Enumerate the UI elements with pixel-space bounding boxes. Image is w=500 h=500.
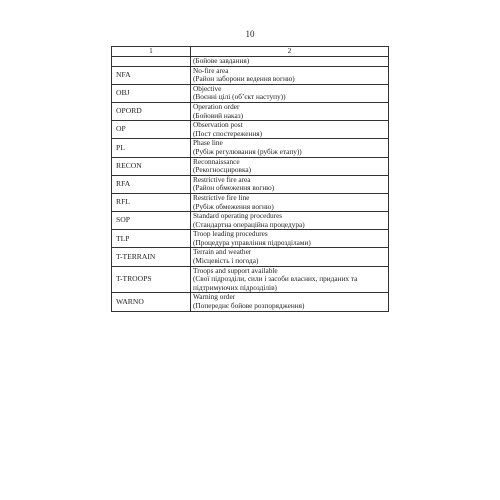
- definition-cell: [191, 121, 389, 139]
- definition-ukrainian: (Бойовий наказ): [193, 110, 244, 120]
- table-row: [112, 230, 389, 248]
- definition-ukrainian: (Район обмеження вогню): [193, 183, 275, 193]
- definition-cell: [191, 266, 389, 293]
- definition-cell: [191, 66, 389, 84]
- abbreviation-cell: PL: [112, 139, 191, 157]
- definition-ukrainian: (Попереднє бойове розпорядження): [193, 301, 305, 311]
- abbreviation-cell: [112, 57, 191, 67]
- abbreviation-cell: T-TERRAIN: [112, 248, 191, 266]
- definition-cell: [191, 248, 389, 266]
- table-row: [112, 266, 389, 293]
- table-row: [112, 175, 389, 193]
- definition-cell: [191, 230, 389, 248]
- definition-english: Warning order: [193, 292, 236, 302]
- definition-english: Restrictive fire line: [193, 192, 250, 202]
- definition-cell: [191, 293, 389, 311]
- definition-english: Troop leading procedures: [193, 229, 268, 239]
- definition-english: Phase line: [193, 138, 223, 148]
- abbreviation-cell: SOP: [112, 212, 191, 230]
- abbreviation-cell: TLP: [112, 230, 191, 248]
- table-row: [112, 248, 389, 266]
- definition-ukrainian: (Процедура управління підрозділами): [193, 237, 311, 247]
- definition-cell: [191, 212, 389, 230]
- definition-english: Operation order: [193, 101, 240, 111]
- definition-cell: [191, 139, 389, 157]
- definition-ukrainian: (Пост спостереження): [193, 128, 263, 138]
- abbreviation-cell: OPORD: [112, 102, 191, 120]
- table-body: [112, 57, 389, 312]
- abbreviation-cell: OBJ: [112, 84, 191, 102]
- definition-cell: [191, 57, 389, 67]
- definition-cell: [191, 102, 389, 120]
- table-row: [112, 102, 389, 120]
- definition-ukrainian: (Рекогносцировка): [193, 165, 252, 175]
- table-row: [112, 193, 389, 211]
- table-row: [112, 293, 389, 311]
- table-row: [112, 139, 389, 157]
- definition-english: Observation post: [193, 120, 243, 130]
- table-row: [112, 212, 389, 230]
- abbreviation-cell: OP: [112, 121, 191, 139]
- abbreviations-table: [111, 46, 389, 312]
- definition-cell: [191, 157, 389, 175]
- table-row: [112, 121, 389, 139]
- definition-ukrainian: (Свої підрозділи, сили і засоби власних, приданих та підтримуючих підрозділів): [193, 274, 358, 292]
- table-row: [112, 157, 389, 175]
- definition-cell: [191, 84, 389, 102]
- definition-ukrainian: (Стандартна операційна процедура): [193, 219, 305, 229]
- abbreviation-cell: T-TROOPS: [112, 266, 191, 293]
- column-header-2: 2: [191, 47, 389, 57]
- definition-ukrainian: (Воєнні цілі (об’єкт наступу)): [193, 92, 286, 102]
- abbreviation-cell: RECON: [112, 157, 191, 175]
- abbreviation-cell: RFA: [112, 175, 191, 193]
- abbreviation-cell: RFL: [112, 193, 191, 211]
- abbreviation-cell: WARNO: [112, 293, 191, 311]
- abbreviation-cell: NFA: [112, 66, 191, 84]
- definition-english: Troops and support available: [193, 265, 278, 275]
- header-row: [112, 47, 389, 57]
- definition-ukrainian: (Район заборони ведення вогню): [193, 74, 295, 84]
- table-row: [112, 84, 389, 102]
- definition-ukrainian: (Місцевість і погода): [193, 256, 259, 266]
- definition-ukrainian: (Рубіж регулювання (рубіж етапу)): [193, 146, 302, 156]
- definition-english: No-fire area: [193, 65, 229, 75]
- definition-english: Objective: [193, 83, 222, 93]
- table-row: [112, 66, 389, 84]
- definition-english: Terrain and weather: [193, 247, 252, 257]
- definition-english: Reconnaissance: [193, 156, 240, 166]
- table-row: [112, 57, 389, 67]
- definition-english: Standard operating procedures: [193, 211, 283, 221]
- definition-ukrainian: (Рубіж обмеження вогню): [193, 201, 274, 211]
- definition-english: Restrictive fire area: [193, 174, 251, 184]
- definition-english: (Бойове завдання): [193, 56, 250, 65]
- column-header-1: 1: [112, 47, 191, 57]
- definition-cell: [191, 193, 389, 211]
- definition-cell: [191, 175, 389, 193]
- page-number: 10: [245, 29, 255, 39]
